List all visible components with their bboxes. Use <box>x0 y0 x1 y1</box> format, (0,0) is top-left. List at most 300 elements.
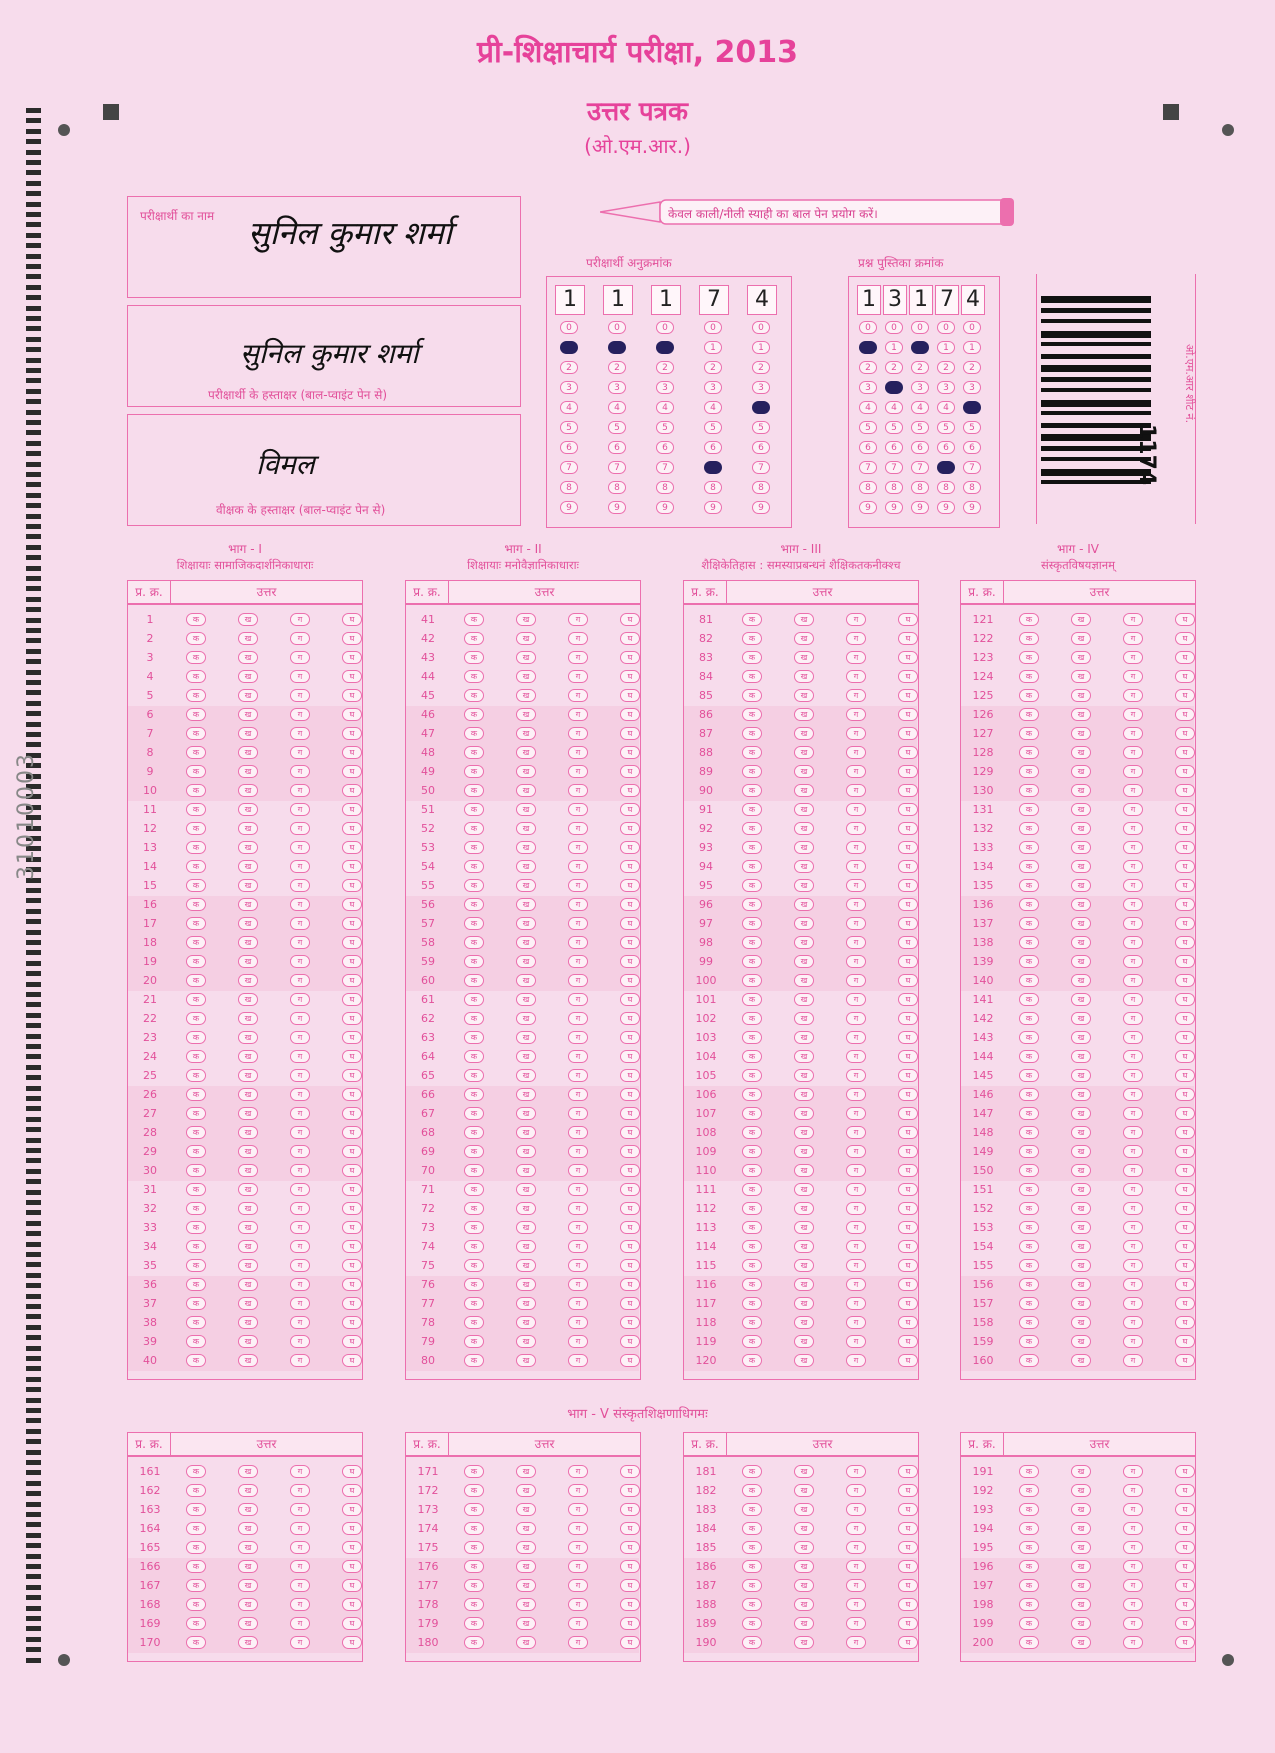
answer-bubble[interactable]: ख <box>1071 1202 1091 1215</box>
answer-bubble[interactable]: घ <box>620 727 640 740</box>
digit-bubble[interactable]: 7 <box>911 461 929 474</box>
answer-bubble[interactable]: क <box>186 727 206 740</box>
answer-bubble[interactable]: ग <box>290 1522 310 1535</box>
answer-bubble[interactable]: ग <box>568 613 588 626</box>
answer-bubble[interactable]: घ <box>620 822 640 835</box>
answer-bubble[interactable]: क <box>186 1522 206 1535</box>
digit-bubble[interactable]: 4 <box>608 401 626 414</box>
answer-bubble[interactable]: घ <box>620 746 640 759</box>
answer-bubble[interactable]: ग <box>290 1465 310 1478</box>
answer-bubble[interactable]: ख <box>238 1145 258 1158</box>
answer-bubble[interactable]: ख <box>1071 1126 1091 1139</box>
answer-bubble[interactable]: ख <box>794 1484 814 1497</box>
answer-bubble[interactable]: क <box>742 651 762 664</box>
answer-bubble[interactable]: ग <box>290 1221 310 1234</box>
answer-bubble[interactable]: ख <box>1071 1465 1091 1478</box>
answer-bubble[interactable]: ग <box>1123 993 1143 1006</box>
answer-bubble[interactable]: ख <box>238 879 258 892</box>
answer-bubble[interactable]: घ <box>1175 1069 1195 1082</box>
answer-bubble[interactable]: क <box>464 1012 484 1025</box>
digit-bubble[interactable]: 8 <box>885 481 903 494</box>
answer-bubble[interactable]: घ <box>342 1202 362 1215</box>
answer-bubble[interactable]: घ <box>342 822 362 835</box>
answer-bubble[interactable]: क <box>186 1221 206 1234</box>
answer-bubble[interactable]: ग <box>1123 803 1143 816</box>
answer-bubble[interactable]: क <box>742 974 762 987</box>
answer-bubble[interactable]: क <box>186 1579 206 1592</box>
answer-bubble[interactable]: ग <box>290 1164 310 1177</box>
answer-bubble[interactable]: घ <box>342 1221 362 1234</box>
answer-bubble[interactable]: घ <box>898 784 918 797</box>
answer-bubble[interactable]: घ <box>620 993 640 1006</box>
answer-bubble[interactable]: घ <box>342 1183 362 1196</box>
answer-bubble[interactable]: ख <box>1071 1012 1091 1025</box>
answer-bubble[interactable]: ग <box>1123 1107 1143 1120</box>
answer-bubble[interactable]: ग <box>290 1579 310 1592</box>
answer-bubble[interactable]: क <box>1019 765 1039 778</box>
answer-bubble[interactable]: घ <box>620 670 640 683</box>
answer-bubble[interactable]: ख <box>794 1522 814 1535</box>
answer-bubble[interactable]: ग <box>290 1069 310 1082</box>
answer-bubble[interactable]: क <box>742 1050 762 1063</box>
answer-bubble[interactable]: घ <box>898 898 918 911</box>
digit-bubble[interactable]: 7 <box>704 461 722 474</box>
answer-bubble[interactable]: ख <box>1071 1484 1091 1497</box>
answer-bubble[interactable]: ग <box>290 1240 310 1253</box>
digit-bubble[interactable]: 7 <box>885 461 903 474</box>
answer-bubble[interactable]: क <box>464 1221 484 1234</box>
answer-bubble[interactable]: ग <box>290 822 310 835</box>
answer-bubble[interactable]: क <box>742 898 762 911</box>
answer-bubble[interactable]: ख <box>516 746 536 759</box>
answer-bubble[interactable]: ख <box>516 1297 536 1310</box>
answer-bubble[interactable]: घ <box>1175 632 1195 645</box>
answer-bubble[interactable]: ग <box>1123 1617 1143 1630</box>
answer-bubble[interactable]: ख <box>794 784 814 797</box>
answer-bubble[interactable]: ख <box>516 822 536 835</box>
answer-bubble[interactable]: घ <box>620 1541 640 1554</box>
answer-bubble[interactable]: ख <box>1071 651 1091 664</box>
answer-bubble[interactable]: घ <box>1175 1503 1195 1516</box>
digit-bubble[interactable]: 7 <box>560 461 578 474</box>
answer-bubble[interactable]: ख <box>516 651 536 664</box>
answer-bubble[interactable]: घ <box>620 860 640 873</box>
digit-bubble[interactable]: 4 <box>656 401 674 414</box>
answer-bubble[interactable]: ख <box>516 898 536 911</box>
answer-bubble[interactable]: क <box>186 708 206 721</box>
answer-bubble[interactable]: ग <box>846 1579 866 1592</box>
answer-bubble[interactable]: ख <box>516 1335 536 1348</box>
answer-bubble[interactable]: ख <box>1071 1164 1091 1177</box>
answer-bubble[interactable]: ख <box>516 1164 536 1177</box>
answer-bubble[interactable]: क <box>742 1240 762 1253</box>
answer-bubble[interactable]: ख <box>238 765 258 778</box>
answer-bubble[interactable]: क <box>1019 1202 1039 1215</box>
answer-bubble[interactable]: क <box>186 1259 206 1272</box>
answer-bubble[interactable]: ग <box>1123 1522 1143 1535</box>
answer-bubble[interactable]: घ <box>620 1636 640 1649</box>
digit-bubble[interactable]: 3 <box>885 381 903 394</box>
answer-bubble[interactable]: क <box>464 974 484 987</box>
answer-bubble[interactable]: घ <box>342 879 362 892</box>
answer-bubble[interactable]: क <box>1019 1031 1039 1044</box>
digit-bubble[interactable]: 7 <box>608 461 626 474</box>
answer-bubble[interactable]: ख <box>238 1297 258 1310</box>
answer-bubble[interactable]: ख <box>794 1107 814 1120</box>
digit-bubble[interactable]: 0 <box>704 321 722 334</box>
answer-bubble[interactable]: ग <box>1123 708 1143 721</box>
answer-bubble[interactable]: ग <box>290 879 310 892</box>
answer-bubble[interactable]: ख <box>794 689 814 702</box>
answer-bubble[interactable]: ख <box>516 1221 536 1234</box>
digit-bubble[interactable]: 0 <box>963 321 981 334</box>
answer-bubble[interactable]: ग <box>290 1202 310 1215</box>
answer-bubble[interactable]: ख <box>794 1012 814 1025</box>
answer-bubble[interactable]: घ <box>1175 746 1195 759</box>
answer-bubble[interactable]: घ <box>342 1316 362 1329</box>
answer-bubble[interactable]: ग <box>568 1636 588 1649</box>
answer-bubble[interactable]: क <box>464 1354 484 1367</box>
answer-bubble[interactable]: क <box>742 1636 762 1649</box>
answer-bubble[interactable]: ग <box>846 1560 866 1573</box>
answer-bubble[interactable]: क <box>186 1503 206 1516</box>
answer-bubble[interactable]: क <box>742 822 762 835</box>
answer-bubble[interactable]: ख <box>516 1183 536 1196</box>
answer-bubble[interactable]: क <box>742 1183 762 1196</box>
answer-bubble[interactable]: ख <box>1071 1145 1091 1158</box>
answer-bubble[interactable]: क <box>1019 1107 1039 1120</box>
answer-bubble[interactable]: क <box>1019 1297 1039 1310</box>
answer-bubble[interactable]: ख <box>794 632 814 645</box>
answer-bubble[interactable]: ख <box>516 1354 536 1367</box>
answer-bubble[interactable]: क <box>742 1503 762 1516</box>
answer-bubble[interactable]: क <box>742 670 762 683</box>
answer-bubble[interactable]: ग <box>568 632 588 645</box>
answer-bubble[interactable]: घ <box>620 1354 640 1367</box>
answer-bubble[interactable]: क <box>464 879 484 892</box>
answer-bubble[interactable]: ख <box>1071 898 1091 911</box>
answer-bubble[interactable]: ख <box>1071 974 1091 987</box>
answer-bubble[interactable]: घ <box>620 689 640 702</box>
answer-bubble[interactable]: ग <box>1123 1240 1143 1253</box>
answer-bubble[interactable]: घ <box>342 1522 362 1535</box>
answer-bubble[interactable]: क <box>464 1069 484 1082</box>
answer-bubble[interactable]: ख <box>516 1088 536 1101</box>
answer-bubble[interactable]: ग <box>1123 784 1143 797</box>
answer-bubble[interactable]: क <box>464 670 484 683</box>
answer-bubble[interactable]: ग <box>290 955 310 968</box>
answer-bubble[interactable]: घ <box>898 1503 918 1516</box>
digit-bubble[interactable]: 3 <box>704 381 722 394</box>
answer-bubble[interactable]: घ <box>898 1050 918 1063</box>
digit-bubble[interactable]: 3 <box>937 381 955 394</box>
answer-bubble[interactable]: ग <box>1123 1050 1143 1063</box>
answer-bubble[interactable]: क <box>464 1202 484 1215</box>
answer-bubble[interactable]: घ <box>898 1126 918 1139</box>
answer-bubble[interactable]: क <box>742 1297 762 1310</box>
answer-bubble[interactable]: क <box>464 1031 484 1044</box>
answer-bubble[interactable]: क <box>186 993 206 1006</box>
answer-bubble[interactable]: ग <box>568 1050 588 1063</box>
answer-bubble[interactable]: ख <box>794 1354 814 1367</box>
answer-bubble[interactable]: ख <box>794 1164 814 1177</box>
answer-bubble[interactable]: ख <box>1071 955 1091 968</box>
answer-bubble[interactable]: ग <box>1123 1126 1143 1139</box>
answer-bubble[interactable]: ग <box>1123 822 1143 835</box>
digit-bubble[interactable]: 6 <box>752 441 770 454</box>
answer-bubble[interactable]: ग <box>290 841 310 854</box>
answer-bubble[interactable]: ख <box>516 993 536 1006</box>
answer-bubble[interactable]: ग <box>1123 1259 1143 1272</box>
answer-bubble[interactable]: क <box>742 1145 762 1158</box>
answer-bubble[interactable]: ख <box>516 1465 536 1478</box>
answer-bubble[interactable]: क <box>464 1335 484 1348</box>
digit-bubble[interactable]: 1 <box>885 341 903 354</box>
answer-bubble[interactable]: क <box>1019 1069 1039 1082</box>
answer-bubble[interactable]: घ <box>620 1259 640 1272</box>
answer-bubble[interactable]: ग <box>1123 879 1143 892</box>
answer-bubble[interactable]: घ <box>898 727 918 740</box>
answer-bubble[interactable]: घ <box>1175 670 1195 683</box>
answer-bubble[interactable]: ग <box>568 1259 588 1272</box>
answer-bubble[interactable]: क <box>742 1484 762 1497</box>
answer-bubble[interactable]: ग <box>1123 1560 1143 1573</box>
answer-bubble[interactable]: ग <box>846 974 866 987</box>
answer-bubble[interactable]: घ <box>342 974 362 987</box>
digit-bubble[interactable]: 6 <box>963 441 981 454</box>
answer-bubble[interactable]: क <box>186 1069 206 1082</box>
answer-bubble[interactable]: घ <box>898 1541 918 1554</box>
answer-bubble[interactable]: ग <box>290 1617 310 1630</box>
answer-bubble[interactable]: ख <box>794 955 814 968</box>
answer-bubble[interactable]: घ <box>1175 1050 1195 1063</box>
answer-bubble[interactable]: ख <box>516 1579 536 1592</box>
answer-bubble[interactable]: घ <box>620 1012 640 1025</box>
answer-bubble[interactable]: क <box>742 784 762 797</box>
answer-bubble[interactable]: क <box>464 1297 484 1310</box>
answer-bubble[interactable]: ख <box>238 1560 258 1573</box>
answer-bubble[interactable]: घ <box>898 746 918 759</box>
answer-bubble[interactable]: घ <box>342 860 362 873</box>
answer-bubble[interactable]: क <box>1019 1465 1039 1478</box>
answer-bubble[interactable]: क <box>186 1636 206 1649</box>
answer-bubble[interactable]: क <box>1019 860 1039 873</box>
digit-bubble[interactable]: 7 <box>963 461 981 474</box>
digit-bubble[interactable]: 3 <box>560 381 578 394</box>
answer-bubble[interactable]: क <box>742 1164 762 1177</box>
answer-bubble[interactable]: क <box>742 1579 762 1592</box>
answer-bubble[interactable]: ख <box>238 1636 258 1649</box>
answer-bubble[interactable]: ग <box>1123 1183 1143 1196</box>
answer-bubble[interactable]: घ <box>342 917 362 930</box>
answer-bubble[interactable]: ग <box>568 936 588 949</box>
answer-bubble[interactable]: ख <box>1071 1503 1091 1516</box>
digit-bubble[interactable]: 5 <box>859 421 877 434</box>
answer-bubble[interactable]: ग <box>568 1579 588 1592</box>
answer-bubble[interactable]: घ <box>620 651 640 664</box>
answer-bubble[interactable]: क <box>1019 841 1039 854</box>
answer-bubble[interactable]: ग <box>1123 1278 1143 1291</box>
answer-bubble[interactable]: ख <box>516 1012 536 1025</box>
answer-bubble[interactable]: ख <box>1071 1221 1091 1234</box>
answer-bubble[interactable]: ग <box>846 1541 866 1554</box>
answer-bubble[interactable]: घ <box>620 917 640 930</box>
answer-bubble[interactable]: ख <box>516 974 536 987</box>
answer-bubble[interactable]: क <box>742 1107 762 1120</box>
digit-bubble[interactable]: 2 <box>859 361 877 374</box>
answer-bubble[interactable]: ख <box>794 974 814 987</box>
answer-bubble[interactable]: ग <box>290 1541 310 1554</box>
answer-bubble[interactable]: क <box>464 1503 484 1516</box>
answer-bubble[interactable]: ग <box>1123 746 1143 759</box>
answer-bubble[interactable]: क <box>742 1316 762 1329</box>
answer-bubble[interactable]: ग <box>1123 917 1143 930</box>
answer-bubble[interactable]: ग <box>290 860 310 873</box>
answer-bubble[interactable]: ग <box>568 1183 588 1196</box>
answer-bubble[interactable]: घ <box>898 765 918 778</box>
answer-bubble[interactable]: घ <box>898 1579 918 1592</box>
answer-bubble[interactable]: घ <box>342 1050 362 1063</box>
answer-bubble[interactable]: ग <box>1123 1503 1143 1516</box>
answer-bubble[interactable]: ग <box>846 784 866 797</box>
answer-bubble[interactable]: ग <box>290 1636 310 1649</box>
answer-bubble[interactable]: घ <box>342 1335 362 1348</box>
answer-bubble[interactable]: ख <box>1071 936 1091 949</box>
answer-bubble[interactable]: ख <box>794 1240 814 1253</box>
answer-bubble[interactable]: क <box>464 1164 484 1177</box>
digit-bubble[interactable]: 6 <box>911 441 929 454</box>
answer-bubble[interactable]: क <box>742 727 762 740</box>
answer-bubble[interactable]: क <box>742 1354 762 1367</box>
answer-bubble[interactable]: क <box>464 651 484 664</box>
answer-bubble[interactable]: ख <box>794 1088 814 1101</box>
digit-bubble[interactable]: 0 <box>937 321 955 334</box>
answer-bubble[interactable]: ख <box>794 1145 814 1158</box>
answer-bubble[interactable]: घ <box>898 860 918 873</box>
answer-bubble[interactable]: क <box>1019 917 1039 930</box>
answer-bubble[interactable]: घ <box>1175 1107 1195 1120</box>
digit-bubble[interactable]: 9 <box>752 501 770 514</box>
answer-bubble[interactable]: क <box>742 1069 762 1082</box>
answer-bubble[interactable]: ग <box>568 955 588 968</box>
digit-bubble[interactable]: 3 <box>608 381 626 394</box>
answer-bubble[interactable]: ख <box>238 822 258 835</box>
answer-bubble[interactable]: घ <box>342 1598 362 1611</box>
answer-bubble[interactable]: क <box>186 841 206 854</box>
answer-bubble[interactable]: घ <box>1175 822 1195 835</box>
answer-bubble[interactable]: घ <box>1175 1335 1195 1348</box>
answer-bubble[interactable]: क <box>186 936 206 949</box>
answer-bubble[interactable]: ख <box>1071 860 1091 873</box>
answer-bubble[interactable]: ख <box>516 1503 536 1516</box>
answer-bubble[interactable]: क <box>186 955 206 968</box>
answer-bubble[interactable]: ग <box>846 898 866 911</box>
answer-bubble[interactable]: घ <box>342 1484 362 1497</box>
answer-bubble[interactable]: क <box>186 1088 206 1101</box>
answer-bubble[interactable]: घ <box>620 1484 640 1497</box>
answer-bubble[interactable]: क <box>464 746 484 759</box>
answer-bubble[interactable]: क <box>464 765 484 778</box>
digit-bubble[interactable]: 7 <box>752 461 770 474</box>
answer-bubble[interactable]: ख <box>238 651 258 664</box>
digit-bubble[interactable]: 5 <box>963 421 981 434</box>
answer-bubble[interactable]: ग <box>290 746 310 759</box>
answer-bubble[interactable]: ग <box>1123 955 1143 968</box>
answer-bubble[interactable]: ग <box>568 708 588 721</box>
digit-bubble[interactable]: 8 <box>608 481 626 494</box>
digit-bubble[interactable]: 6 <box>937 441 955 454</box>
answer-bubble[interactable]: क <box>464 917 484 930</box>
answer-bubble[interactable]: घ <box>1175 993 1195 1006</box>
answer-bubble[interactable]: क <box>464 860 484 873</box>
answer-bubble[interactable]: ग <box>290 993 310 1006</box>
answer-bubble[interactable]: ग <box>568 1240 588 1253</box>
digit-bubble[interactable]: 4 <box>885 401 903 414</box>
answer-bubble[interactable]: ख <box>794 841 814 854</box>
answer-bubble[interactable]: घ <box>342 936 362 949</box>
answer-bubble[interactable]: घ <box>898 1522 918 1535</box>
answer-bubble[interactable]: ख <box>516 1259 536 1272</box>
answer-bubble[interactable]: क <box>742 993 762 1006</box>
answer-bubble[interactable]: ग <box>1123 1484 1143 1497</box>
answer-bubble[interactable]: ख <box>794 822 814 835</box>
answer-bubble[interactable]: ग <box>846 1259 866 1272</box>
answer-bubble[interactable]: ख <box>794 1598 814 1611</box>
answer-bubble[interactable]: क <box>742 708 762 721</box>
answer-bubble[interactable]: घ <box>898 993 918 1006</box>
answer-bubble[interactable]: क <box>1019 993 1039 1006</box>
answer-bubble[interactable]: ख <box>1071 1031 1091 1044</box>
answer-bubble[interactable]: घ <box>620 1221 640 1234</box>
answer-bubble[interactable]: घ <box>898 1164 918 1177</box>
answer-bubble[interactable]: क <box>1019 822 1039 835</box>
answer-bubble[interactable]: क <box>186 1278 206 1291</box>
answer-bubble[interactable]: ख <box>516 1202 536 1215</box>
answer-bubble[interactable]: घ <box>342 746 362 759</box>
answer-bubble[interactable]: ख <box>1071 1316 1091 1329</box>
answer-bubble[interactable]: क <box>742 1560 762 1573</box>
answer-bubble[interactable]: क <box>742 860 762 873</box>
answer-bubble[interactable]: घ <box>1175 1031 1195 1044</box>
answer-bubble[interactable]: ख <box>238 670 258 683</box>
answer-bubble[interactable]: ग <box>846 1598 866 1611</box>
answer-bubble[interactable]: क <box>186 613 206 626</box>
digit-bubble[interactable]: 6 <box>885 441 903 454</box>
answer-bubble[interactable]: ग <box>1123 1164 1143 1177</box>
answer-bubble[interactable]: क <box>1019 974 1039 987</box>
digit-bubble[interactable]: 0 <box>656 321 674 334</box>
answer-bubble[interactable]: ग <box>846 936 866 949</box>
answer-bubble[interactable]: ग <box>846 1088 866 1101</box>
digit-bubble[interactable]: 5 <box>608 421 626 434</box>
answer-bubble[interactable]: क <box>186 917 206 930</box>
answer-bubble[interactable]: घ <box>1175 1598 1195 1611</box>
answer-bubble[interactable]: घ <box>620 1183 640 1196</box>
answer-bubble[interactable]: ग <box>568 1012 588 1025</box>
digit-bubble[interactable]: 8 <box>560 481 578 494</box>
answer-bubble[interactable]: क <box>186 1335 206 1348</box>
answer-bubble[interactable]: क <box>186 670 206 683</box>
answer-bubble[interactable]: ग <box>568 879 588 892</box>
answer-bubble[interactable]: ख <box>238 1202 258 1215</box>
answer-bubble[interactable]: ग <box>568 1503 588 1516</box>
digit-bubble[interactable]: 9 <box>963 501 981 514</box>
answer-bubble[interactable]: ख <box>238 936 258 949</box>
answer-bubble[interactable]: ग <box>568 746 588 759</box>
answer-bubble[interactable]: ग <box>846 1297 866 1310</box>
answer-bubble[interactable]: घ <box>342 955 362 968</box>
answer-bubble[interactable]: घ <box>1175 1164 1195 1177</box>
